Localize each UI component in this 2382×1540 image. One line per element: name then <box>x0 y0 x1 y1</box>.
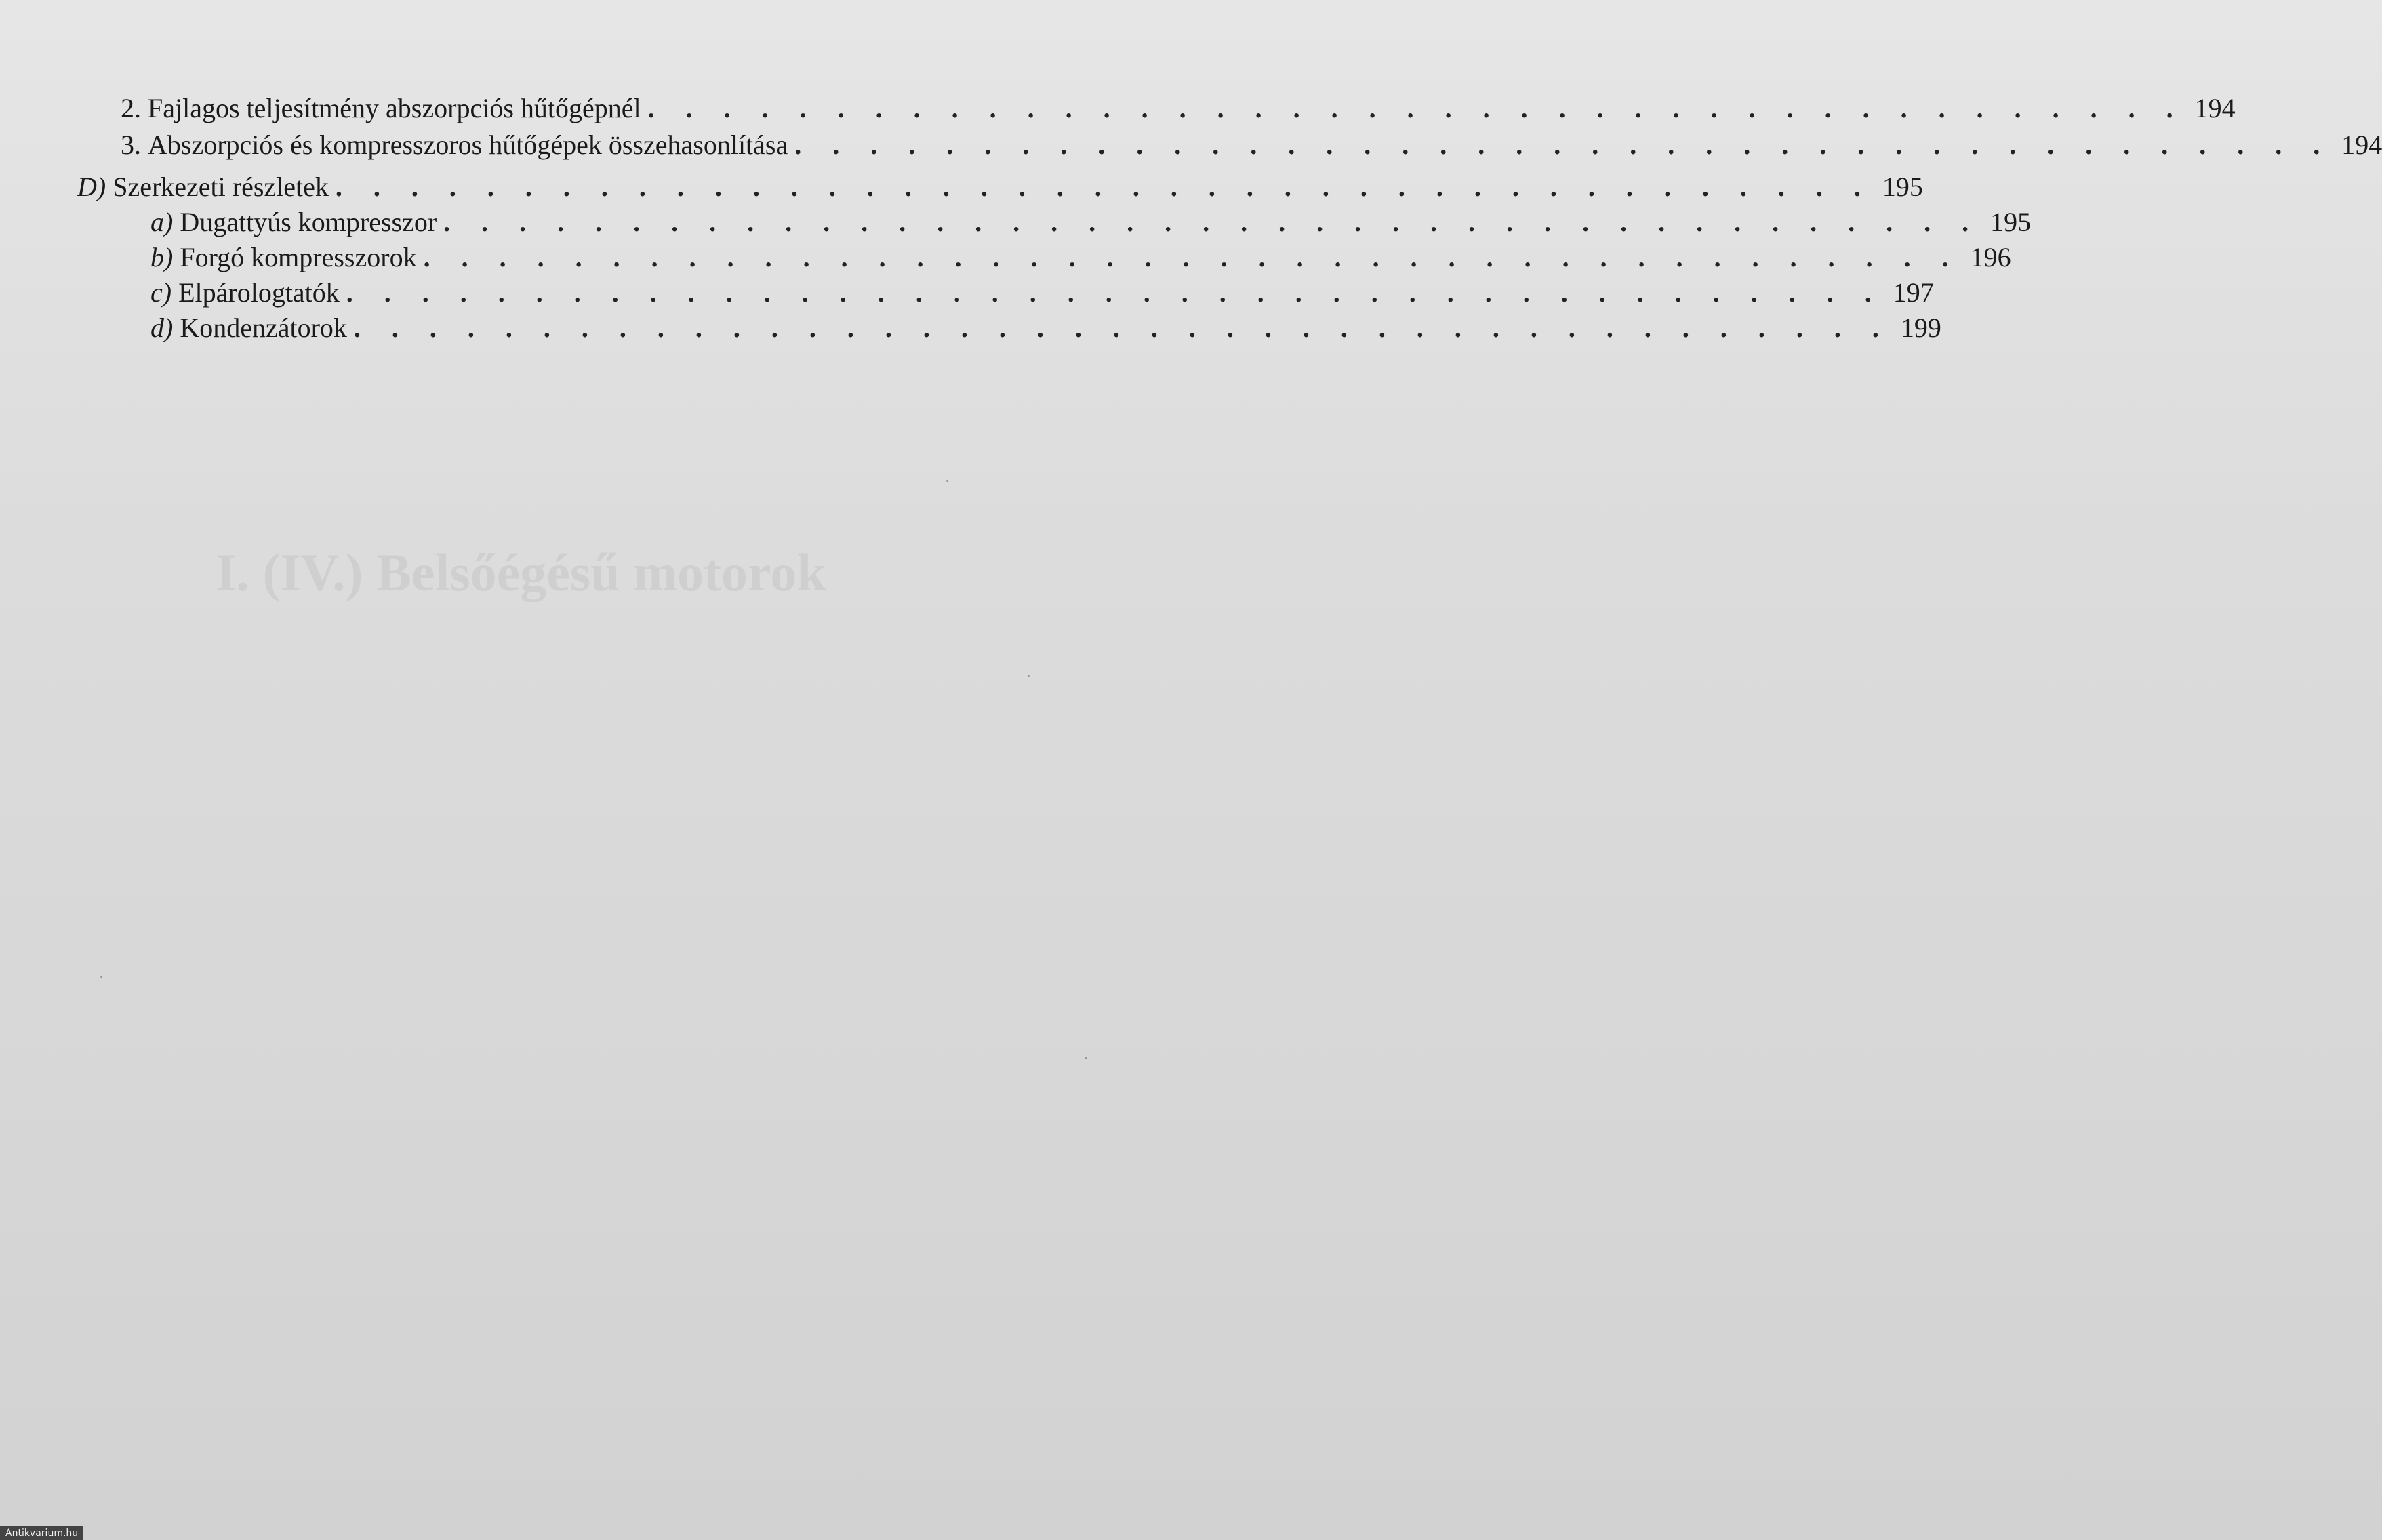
show-through-heading: I. (IV.) Belsőégésű motorok <box>216 543 826 602</box>
toc-page-number: 197 <box>1893 277 1934 308</box>
toc-page-number: 194 <box>2194 93 2236 123</box>
toc-entry <box>150 205 2032 240</box>
toc-section-entry <box>77 169 1923 205</box>
toc-page-number: 194 <box>2341 129 2382 160</box>
toc-entry-title: Szerkezeti részletek <box>113 171 329 202</box>
toc-page-number: 195 <box>1882 171 1923 202</box>
toc-entry-letter: c) <box>150 277 172 308</box>
toc-page-number: 196 <box>1970 242 2011 272</box>
toc-entry-letter: d) <box>150 312 174 343</box>
dot-leader: . . . . . . . . . . . . . . . . . . . . . . . . . . . . . . . . . . . . . . . . . <box>443 207 1981 237</box>
toc-entry <box>150 240 2011 275</box>
toc-entry-title: Kondenzátorok <box>180 312 347 343</box>
dot-leader: . . . . . . . . . . . . . . . . . . . . . . . . . . . . . . . . . . . . . . . . . <box>794 129 2333 160</box>
toc-entry-title: Dugattyús kompresszor <box>180 207 437 237</box>
toc-page-number: 199 <box>1900 312 1941 343</box>
paper-speck <box>1028 675 1030 677</box>
toc-entry-letter: a) <box>150 207 174 237</box>
toc-entry <box>150 310 1941 346</box>
toc-entry <box>121 91 2236 126</box>
toc-entry-title: Elpárologtatók <box>178 277 340 308</box>
dot-leader: . . . . . . . . . . . . . . . . . . . . . . . . . . . . . . . . . . . . . . . . . <box>647 93 2185 123</box>
toc-page-number: 195 <box>1990 207 2032 237</box>
toc-entry-title: Abszorpciós és kompresszoros hűtőgépek összehasonlítása <box>148 129 788 160</box>
toc-entry-number: 3. <box>121 129 141 160</box>
toc-entry-title: Forgó kompresszorok <box>180 242 417 272</box>
watermark: Antikvarium.hu <box>0 1526 83 1540</box>
toc-entry <box>150 275 1934 310</box>
paper-speck <box>1085 1057 1087 1059</box>
paper-speck <box>100 976 102 978</box>
toc-entry <box>121 127 2382 163</box>
toc-entry-number: 2. <box>121 93 141 123</box>
dot-leader: . . . . . . . . . . . . . . . . . . . . . . . . . . . . . . . . . . . . . . . . . <box>353 312 1891 343</box>
paper-speck <box>946 480 948 482</box>
toc-entry-letter: b) <box>150 242 174 272</box>
dot-leader: . . . . . . . . . . . . . . . . . . . . . . . . . . . . . . . . . . . . . . . . . <box>346 277 1884 308</box>
toc-entry-title: Fajlagos teljesítmény abszorpciós hűtőgépnél <box>148 93 641 123</box>
toc-section-letter: D) <box>77 171 106 202</box>
dot-leader: . . . . . . . . . . . . . . . . . . . . . . . . . . . . . . . . . . . . . . . . . <box>423 242 1961 272</box>
dot-leader: . . . . . . . . . . . . . . . . . . . . . . . . . . . . . . . . . . . . . . . . . <box>335 171 1873 202</box>
